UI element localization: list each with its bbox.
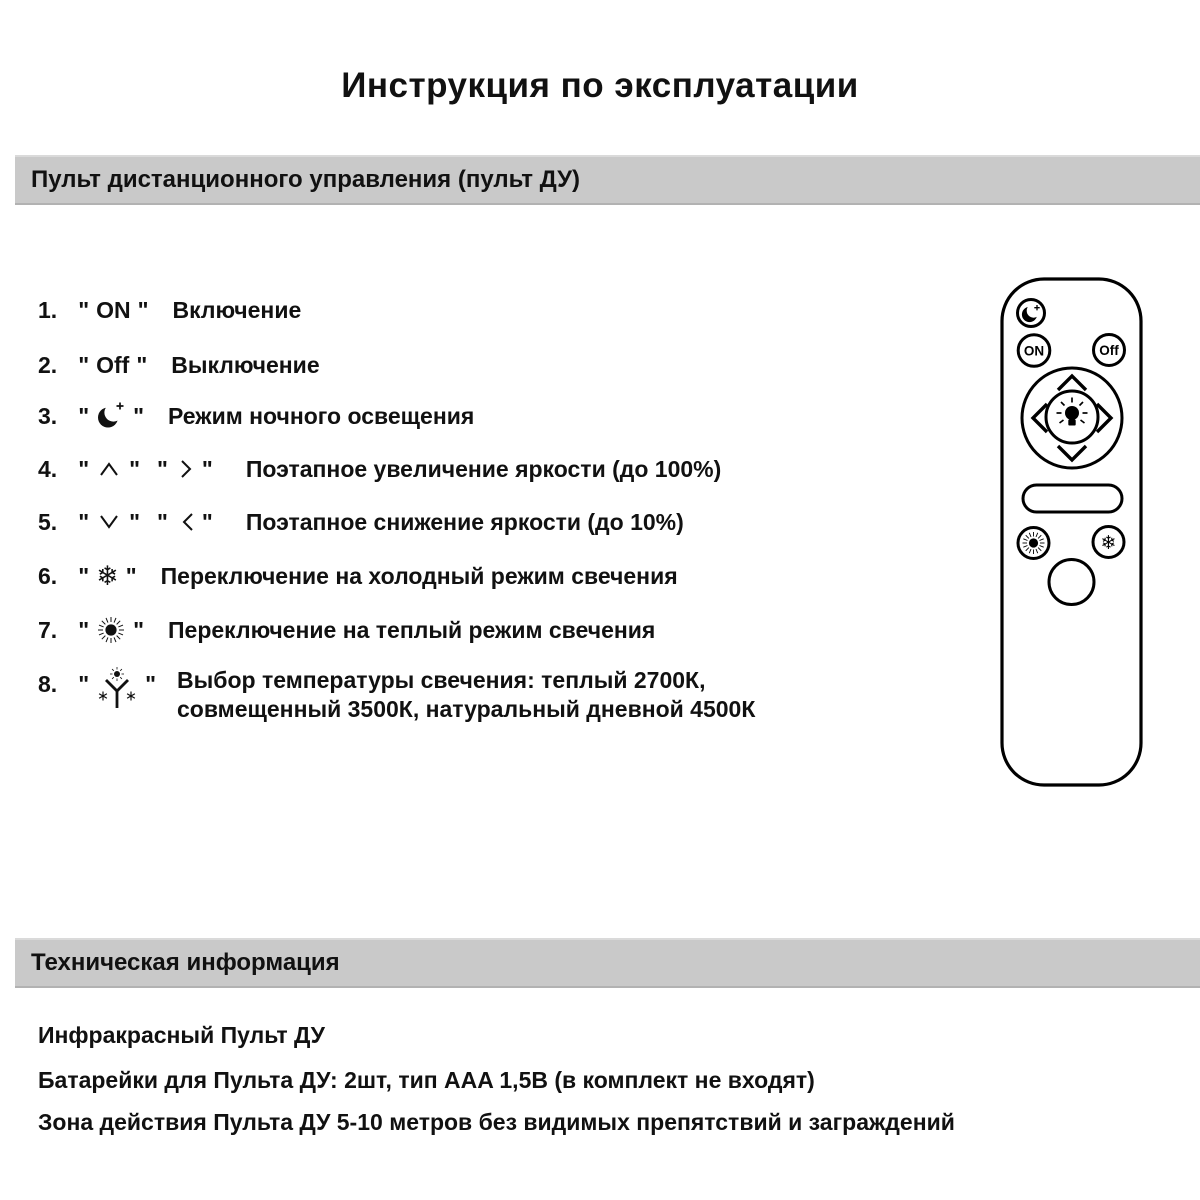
quote-mark: " <box>78 671 90 697</box>
instruction-item-2 <box>38 348 320 382</box>
remote-on-button <box>1018 335 1050 367</box>
quote-mark: " <box>133 402 144 429</box>
quote-mark: " <box>129 508 140 535</box>
temperature-select-icon <box>96 666 138 712</box>
item-text: Переключение на холодный режим свечения <box>160 562 678 589</box>
quote-mark: " <box>157 508 168 535</box>
item-number: 3. <box>38 402 58 429</box>
remote-night-mode-button <box>1018 300 1045 327</box>
item-text: Поэтапное увеличение яркости (до 100%) <box>245 455 722 482</box>
remote-warm-mode-button <box>1018 528 1049 559</box>
quote-mark: " <box>136 351 148 378</box>
quote-mark: " <box>157 455 168 482</box>
item-text-line1: Выбор температуры свечения: теплый 2700К, <box>177 667 706 693</box>
quote-mark: " <box>78 296 90 323</box>
item-number: 4. <box>38 455 58 482</box>
instruction-item-4 <box>38 452 721 486</box>
remote-round-button <box>1049 560 1094 605</box>
sun-icon <box>96 615 126 645</box>
item-number: 2. <box>38 351 58 378</box>
quote-mark: " <box>129 455 140 482</box>
off-button-label: Off <box>96 351 130 378</box>
remote-cold-mode-button <box>1093 527 1124 558</box>
item-text: Включение <box>172 296 302 323</box>
instruction-item-6 <box>38 559 678 593</box>
instruction-item-5 <box>38 505 684 539</box>
tech-info-line: Зона действия Пульта ДУ 5-10 метров без видимых препятствий и заграждений <box>38 1109 955 1135</box>
remote-control-illustration <box>1000 277 1143 787</box>
section-header-remote-label: Пульт дистанционного управления (пульт ДУ) <box>31 166 580 193</box>
quote-mark: " <box>78 402 90 429</box>
item-number: 5. <box>38 508 58 535</box>
item-number: 7. <box>38 616 58 643</box>
quote-mark: " <box>137 296 149 323</box>
item-number: 6. <box>38 562 58 589</box>
chevron-right-icon <box>175 458 195 480</box>
remote-off-label: Off <box>1099 342 1119 358</box>
snowflake-icon: ❄ <box>1100 532 1117 554</box>
quote-mark: " <box>78 351 90 378</box>
item-text: Поэтапное снижение яркости (до 10%) <box>245 508 684 535</box>
remote-on-label: ON <box>1023 343 1045 359</box>
instruction-item-3 <box>38 399 474 433</box>
item-text: Режим ночного освещения <box>168 402 475 429</box>
page-title: Инструкция по эксплуатации <box>341 66 859 105</box>
snowflake-icon: ❄ <box>96 560 119 592</box>
item-number: 1. <box>38 296 58 323</box>
on-button-label: ON <box>96 296 131 323</box>
quote-mark: " <box>125 562 137 589</box>
quote-mark: " <box>78 562 90 589</box>
remote-pill-button <box>1023 485 1122 512</box>
chevron-down-icon <box>96 511 122 533</box>
item-text: Переключение на теплый режим свечения <box>168 616 656 643</box>
tech-info-line: Инфракрасный Пульт ДУ <box>38 1022 325 1048</box>
item-text-line2: совмещенный 3500К, натуральный дневной 4500К <box>177 696 756 722</box>
instruction-item-8 <box>38 666 755 724</box>
tech-info-line: Батарейки для Пульта ДУ: 2шт, тип AAA 1,5В (в комплект не входят) <box>38 1067 815 1093</box>
section-header-remote <box>15 155 1200 205</box>
instruction-item-7 <box>38 613 655 647</box>
sun-icon <box>1023 532 1045 554</box>
chevron-up-icon <box>96 458 122 480</box>
section-header-tech <box>15 938 1200 988</box>
chevron-left-icon <box>175 511 195 533</box>
item-number: 8. <box>38 671 58 697</box>
item-text <box>177 666 755 724</box>
quote-mark: " <box>201 455 213 482</box>
quote-mark: " <box>201 508 213 535</box>
remote-off-button <box>1094 335 1125 366</box>
moon-icon <box>96 400 126 432</box>
quote-mark: " <box>133 616 144 643</box>
item-text: Выключение <box>171 351 320 378</box>
quote-mark: " <box>145 671 156 697</box>
quote-mark: " <box>78 455 90 482</box>
quote-mark: " <box>78 508 90 535</box>
remote-brightness-dpad <box>1022 368 1122 468</box>
quote-mark: " <box>78 616 90 643</box>
section-header-tech-label: Техническая информация <box>31 949 340 976</box>
instruction-item-1 <box>38 293 301 327</box>
